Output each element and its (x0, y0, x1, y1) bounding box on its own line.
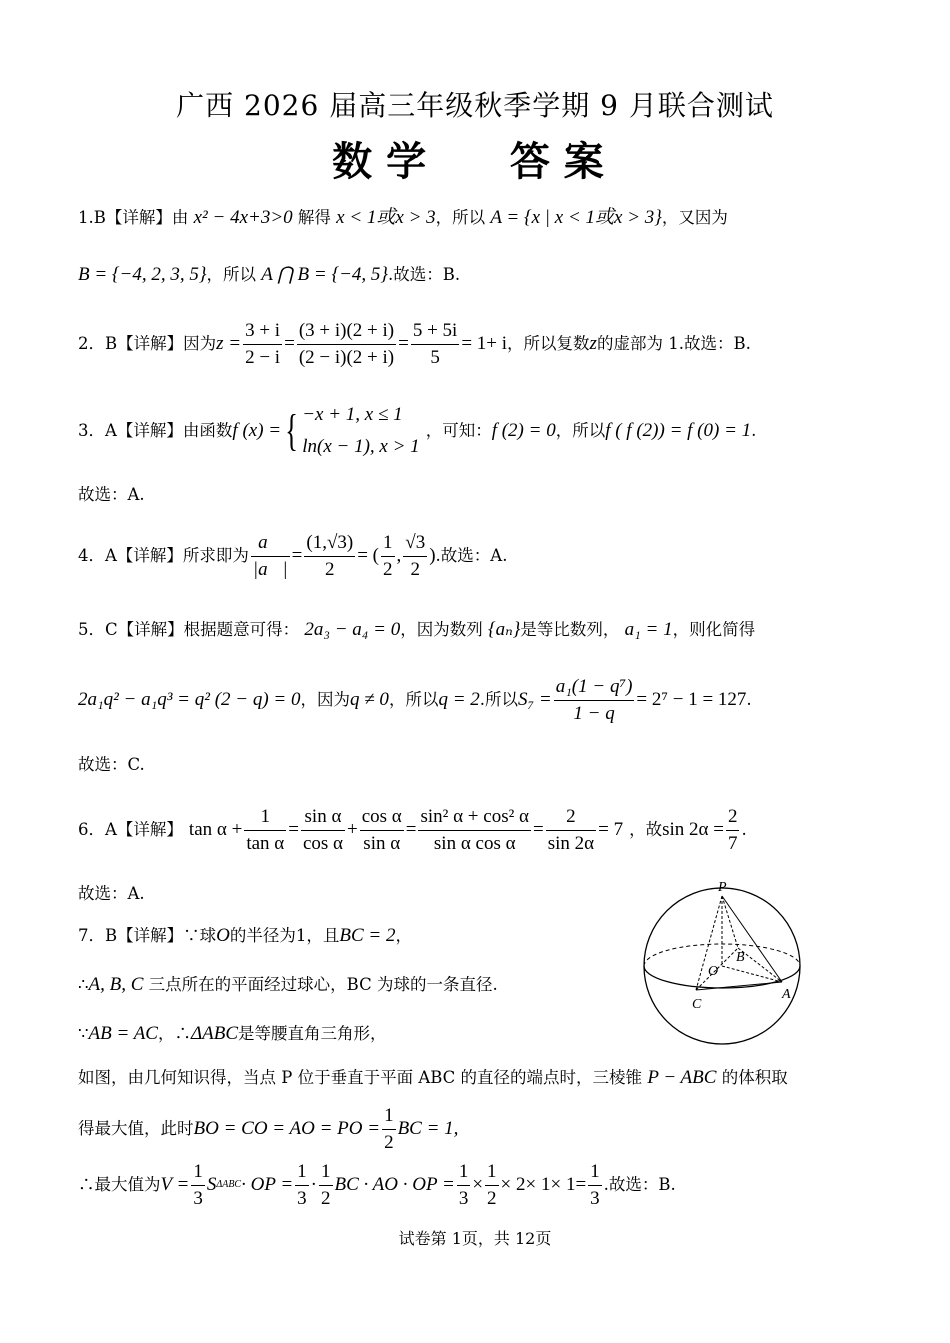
page-footer: 试卷第 1页，共 12页 (398, 1229, 552, 1248)
document-subtitle (0, 130, 950, 187)
q7-s-sub: ΔABC (216, 1179, 242, 1190)
q4-answer: .故选：A. (435, 546, 508, 565)
equals: = (288, 819, 299, 840)
frac-den: 2 (383, 558, 393, 580)
q2-line (78, 314, 751, 374)
q5-text: ，则化简得 (672, 620, 756, 639)
q7-frac5 (485, 1159, 499, 1212)
q5-frac (554, 674, 635, 727)
frac-den: sin α (363, 832, 401, 854)
q3-text: ，所以 (555, 421, 606, 440)
q6-answer: 故选：A. (78, 884, 145, 903)
label-c: C (692, 997, 702, 1012)
frac-den: 3 (590, 1187, 600, 1209)
q4-close: ) (429, 545, 436, 566)
q2-frac1 (243, 318, 282, 371)
because-icon: ∵ (78, 1024, 89, 1043)
therefore-icon: ∴ (78, 975, 89, 994)
case-2: ln(x − 1), x > 1 (302, 436, 420, 457)
frac-den: 2 (384, 1131, 394, 1153)
q7-frac6 (588, 1159, 602, 1212)
q7-line5 (78, 1100, 458, 1158)
frac-num: (3 + i)(2 + i) (297, 318, 396, 345)
q5-text: 是等比数列， (520, 620, 620, 639)
frac-num: 3 + i (243, 318, 282, 345)
q4-eq: = ( (357, 545, 380, 566)
q7-text: 三点所在的平面经过球心，BC 为球的一条直径. (148, 975, 498, 994)
q6-frac3 (360, 804, 404, 857)
q2-z-var: z (589, 333, 597, 354)
frac-num: a⃗ (251, 530, 290, 557)
frac-num: 5 + 5i (411, 318, 460, 345)
q7-line3 (78, 1022, 387, 1046)
q6-label: 6．A【详解】 (78, 820, 183, 839)
frac-den: 1 − q (573, 702, 615, 724)
q4-frac3 (403, 530, 427, 583)
q7-abac: AB = AC (88, 1023, 158, 1044)
q7-text: 的体积取 (721, 1068, 788, 1087)
q1-text: ，所以 (435, 208, 486, 227)
q1-label: 1.B【详解】由 (78, 208, 189, 227)
label-p: P (718, 880, 727, 895)
frac-num: 2 (546, 804, 596, 831)
edge-ca (696, 982, 782, 990)
q7-eq: BO = CO = AO = PO = (193, 1118, 381, 1139)
q5-eq2: 2a₁q² − a₁q³ = q² (2 − q) = 0 (78, 689, 301, 710)
q6-tan: tan α + (188, 819, 243, 840)
plus: + (347, 819, 358, 840)
q7-answer: .故选：B. (603, 1175, 676, 1194)
q1-line1 (78, 206, 728, 230)
q7-text: ∴最大值为 (78, 1175, 161, 1194)
q5-a1: a₁ = 1 (624, 619, 673, 640)
q1-set-a: A = {x | x < 1或x > 3} (490, 207, 662, 228)
q6-sin2a: sin 2α = (662, 819, 724, 840)
q7-frac1 (191, 1159, 205, 1212)
q7-tail: × 2× 1× 1= (500, 1174, 587, 1195)
q6-dot: . (741, 820, 747, 839)
frac-num: 1 (381, 530, 395, 557)
frac-num: 1 (457, 1159, 471, 1186)
q2-frac3 (411, 318, 460, 371)
q2-answer: 的虚部为 1.故选：B. (596, 334, 751, 353)
subtitle-answer: 答案 (509, 139, 618, 185)
frac-den: cos α (302, 832, 343, 854)
frac-num: 1 (191, 1159, 205, 1186)
q5-q: q = 2 (438, 689, 480, 710)
q7-s: S (206, 1174, 217, 1195)
q7-o: O (216, 925, 230, 946)
frac-den: 7 (727, 832, 738, 854)
q5-seq: {aₙ} (487, 619, 521, 640)
q5-dot: . (746, 690, 752, 709)
comma: , (396, 545, 402, 566)
frac-den: 3 (297, 1187, 307, 1209)
sphere-diagram (636, 878, 808, 1050)
q6-frac1 (244, 804, 286, 857)
equals: = (533, 819, 544, 840)
frac-num: sin² α + cos² α (418, 804, 531, 831)
frac-den: 2 (325, 558, 335, 580)
q7-bc: BC = 2 (339, 925, 396, 946)
q5-result: = 2⁷ − 1 = 127 (636, 689, 747, 710)
q2-result: = 1+ i (461, 333, 508, 354)
q5-text: .所以 (479, 690, 519, 709)
q1-condition: x² − 4x+3>0 (193, 207, 293, 228)
q7-text: 是等腰直角三角形， (238, 1024, 387, 1043)
q7-frac-half (382, 1103, 396, 1156)
q7-line6 (78, 1156, 676, 1214)
q1-text: ，又因为 (661, 208, 728, 227)
q7-text: 如图，由几何知识得，当点 P 位于垂直于平面 ABC 的直径的端点时，三棱锥 (78, 1068, 643, 1087)
left-brace-icon: { (285, 406, 299, 455)
frac-num: 1 (485, 1159, 499, 1186)
q2-z: z = (216, 333, 242, 354)
q3-dot: . (751, 421, 757, 440)
q5-line1 (78, 618, 755, 642)
frac-den: 2 − i (245, 346, 281, 368)
q5-s7: S₇ = (518, 689, 552, 710)
q1-solution: x < 1或x > 3 (336, 207, 436, 228)
frac-den: 2 (321, 1187, 331, 1209)
q7-frac3 (319, 1159, 333, 1212)
q5-line2 (78, 670, 752, 730)
frac-num: 2 (726, 804, 740, 831)
frac-num: √3 (403, 530, 427, 557)
q6-text: ，故 (629, 820, 663, 839)
q1-text: ，所以 (206, 265, 256, 284)
case-1: −x + 1, x ≤ 1 (302, 404, 403, 425)
document-title: 广西 2026 届高三年级秋季学期 9 月联合测试 (176, 89, 774, 122)
label-o: O (708, 964, 719, 979)
frac-den: sin α cos α (433, 832, 516, 854)
label-a: A (782, 987, 791, 1002)
edge-ba (738, 948, 782, 982)
q7-label: 7．B【详解】∵球 (78, 926, 217, 945)
q3-cases (302, 399, 419, 463)
edge-pb (722, 896, 738, 948)
q5-text: ，因为数列 (400, 620, 483, 639)
frac-den: 5 (430, 346, 440, 368)
frac-num: 1 (382, 1103, 396, 1130)
frac-den: (2 − i)(2 + i) (298, 346, 395, 368)
q5-eq1: 2a₃ − a₄ = 0 (304, 619, 401, 640)
q7-times: × (472, 1174, 484, 1195)
frac-num: sin α (301, 804, 345, 831)
edge-pa (722, 896, 782, 982)
equals: = (405, 819, 417, 840)
q3-function: f (x) = (232, 420, 282, 441)
q7-text: 的半径为1，且 (229, 926, 340, 945)
frac-num: 1 (295, 1159, 309, 1186)
frac-num: (1,√3) (304, 530, 355, 557)
q7-line4 (78, 1066, 788, 1090)
q7-pabc: P − ABC (647, 1067, 717, 1088)
frac-num: 1 (588, 1159, 602, 1186)
q1-intersection: A ⋂ B = {−4, 5} (261, 264, 388, 285)
q5-text: ，所以 (388, 690, 439, 709)
q4-line (78, 526, 507, 586)
q5-text: ，因为 (300, 690, 350, 709)
equals: = (284, 333, 295, 354)
equator-front (644, 966, 800, 988)
q6-line (78, 800, 747, 860)
frac-den: sin 2α (547, 832, 595, 854)
q3-label: 3．A【详解】由函数 (78, 421, 233, 440)
q7-dot: · (310, 1174, 317, 1195)
q6-frac5 (546, 804, 596, 857)
frac-den: 2 (410, 558, 420, 580)
frac-den: 3 (458, 1187, 469, 1209)
q7-frac4 (457, 1159, 471, 1212)
q7-abc: A, B, C (88, 974, 144, 995)
q1-answer: .故选：B. (388, 265, 461, 284)
equals: = (398, 333, 409, 354)
q3-answer: 故选：A. (78, 485, 145, 504)
q7-text: 得最大值，此时 (78, 1119, 194, 1138)
q5-answer: 故选：C. (78, 755, 145, 774)
q7-op: · OP = (241, 1174, 294, 1195)
equals: = (291, 545, 303, 566)
frac-num: 1 (244, 804, 286, 831)
frac-num: a₁(1 − q⁷) (554, 674, 635, 701)
q5-qne: q ≠ 0 (350, 689, 389, 710)
q1-set-b: B = {−4, 2, 3, 5} (78, 264, 207, 285)
q4-frac2 (381, 530, 395, 583)
frac-den: |a⃗| (252, 558, 288, 580)
q6-frac2 (301, 804, 345, 857)
q2-text: ，所以复数 (507, 334, 590, 353)
q7-frac2 (295, 1159, 309, 1212)
frac-num: 1 (319, 1159, 333, 1186)
q1-line2 (78, 263, 460, 287)
q2-frac2 (297, 318, 396, 371)
q3-ff: f ( f (2)) = f (0) = 1 (605, 420, 752, 441)
q3-line (78, 396, 756, 466)
q7-bc1: BC = 1, (397, 1118, 459, 1139)
q7-triangle: ΔABC (190, 1023, 239, 1044)
label-b: B (736, 950, 745, 965)
subtitle-subject: 数学 (332, 139, 441, 185)
q2-label: 2．B【详解】因为 (78, 334, 217, 353)
q7-text: ， (395, 926, 412, 945)
q7-line2 (78, 973, 498, 997)
frac-den: 2 (487, 1187, 497, 1209)
q7-mid: BC · AO · OP = (334, 1174, 455, 1195)
q7-text: ，∴ (157, 1024, 191, 1043)
q4-unit-vector (251, 530, 290, 583)
q3-f2: f (2) = 0 (491, 420, 556, 441)
q6-result: = 7 (598, 819, 624, 840)
q4-label: 4．A【详解】所求即为 (78, 546, 249, 565)
q4-frac1 (304, 530, 355, 583)
q7-line1 (78, 924, 412, 948)
q6-frac6 (726, 804, 740, 857)
frac-den: 3 (193, 1187, 203, 1209)
q1-text: 解得 (297, 208, 331, 227)
frac-den: tan α (246, 832, 285, 854)
q7-v: V = (160, 1174, 190, 1195)
q3-text: ，可知： (425, 421, 492, 440)
q5-label: 5．C【详解】根据题意可得： (78, 620, 300, 639)
frac-num: cos α (360, 804, 404, 831)
q6-frac4 (418, 804, 531, 857)
